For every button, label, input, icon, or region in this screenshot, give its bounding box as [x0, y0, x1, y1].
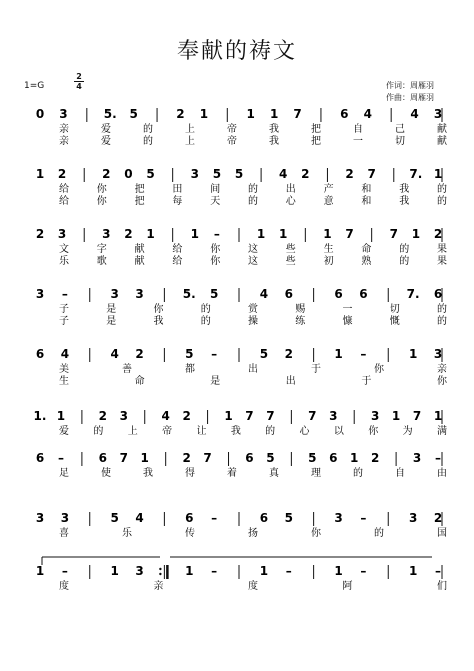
note: 2 — [35, 227, 45, 241]
lyric-char: 亲 — [153, 581, 164, 592]
lyric-char: 由 — [437, 468, 447, 479]
lyric-char: 心 — [285, 196, 296, 207]
lyric-char: 我 — [143, 468, 153, 479]
time-signature-top: 2 — [74, 72, 84, 82]
note: 5. — [182, 287, 196, 301]
lyric-char: 一 — [353, 136, 363, 147]
note: 3 — [110, 287, 119, 301]
lyric-char: 赏 — [248, 304, 258, 315]
note: 3 — [433, 107, 443, 121]
lyric-char: 我 — [399, 196, 410, 207]
note: 7 — [389, 227, 398, 241]
note: 2 — [433, 511, 443, 525]
note: 1 — [334, 564, 343, 578]
lyric-char: 熟 — [361, 256, 372, 267]
lyric-char: 我 — [269, 124, 279, 135]
lyric-char: 亲 — [437, 364, 447, 375]
note: 7 — [412, 409, 422, 423]
lyric-char: 爱 — [59, 426, 69, 437]
lyric-char: 上 — [185, 136, 195, 147]
note: 3 — [412, 451, 422, 465]
lyric-char: 歌 — [96, 256, 107, 267]
lyric-char: 的 — [353, 468, 363, 479]
note: 1 — [199, 107, 209, 121]
note: 1 — [269, 107, 279, 121]
lyric-char: 把 — [134, 196, 145, 207]
note: 2 — [98, 409, 108, 423]
note: 6 — [185, 511, 194, 525]
note: 7 — [367, 167, 376, 181]
lyric-char: 赐 — [295, 304, 306, 315]
note: 3 — [102, 227, 111, 241]
lyric-char: 帝 — [227, 136, 237, 147]
note: 2 — [345, 167, 354, 181]
lyric-char: 这 — [248, 256, 258, 267]
note: 1 — [224, 409, 233, 423]
note: 1 — [433, 409, 443, 423]
lyric-char: 献 — [437, 124, 447, 135]
lyric-char: 生 — [59, 376, 69, 387]
note: 1 — [35, 167, 45, 181]
note: 4 — [410, 107, 419, 121]
note: 5 — [284, 511, 293, 525]
note: 5 — [209, 287, 219, 301]
lyric-char: 出 — [248, 364, 258, 375]
lyric-char: 乐 — [59, 256, 69, 267]
note: 1 — [256, 227, 266, 241]
lyric-char: 上 — [185, 124, 195, 135]
lyric-char: 的 — [200, 304, 211, 315]
note: 7 — [293, 107, 302, 121]
lyric-char: 子 — [59, 304, 69, 315]
lyric-char: 子 — [59, 316, 69, 327]
note: 5 — [129, 107, 138, 121]
lyric-char: 献 — [134, 244, 145, 255]
note: – — [211, 564, 218, 578]
note: 7 — [266, 409, 275, 423]
note: 5 — [308, 451, 317, 465]
note: 4 — [161, 409, 170, 423]
lyric-char: 是 — [106, 316, 117, 327]
note: 3 — [370, 409, 380, 423]
lyric-char: 的 — [143, 136, 153, 147]
lyric-char: 使 — [101, 468, 111, 479]
note: 1 — [411, 227, 421, 241]
lyric-char: 字 — [96, 244, 107, 255]
lyric-char: 的 — [437, 316, 447, 327]
note: 7. — [406, 287, 420, 301]
note: 3 — [433, 347, 443, 361]
note: 6 — [98, 451, 108, 465]
note: 6 — [245, 451, 254, 465]
lyric-char: 的 — [248, 184, 258, 195]
lyric-char: 理 — [311, 468, 321, 479]
note: 4 — [363, 107, 372, 121]
lyric-char: 我 — [399, 184, 410, 195]
note: 6 — [359, 287, 368, 301]
note: – — [57, 451, 64, 465]
note: 2 — [301, 167, 310, 181]
repeat-dot — [159, 568, 161, 570]
lyric-char: 的 — [374, 528, 384, 539]
lyric-char: 操 — [248, 316, 258, 327]
note: – — [211, 347, 218, 361]
lyric-char: 命 — [361, 244, 372, 255]
lyric-char: 度 — [248, 581, 258, 592]
lyric-char: 于 — [311, 364, 321, 375]
lyric-char: 扬 — [248, 528, 258, 539]
lyric-char: 和 — [361, 196, 372, 207]
lyric-char: 我 — [153, 316, 164, 327]
note: 5 — [259, 347, 269, 361]
note: 1 — [190, 227, 199, 241]
note: – — [285, 564, 292, 578]
note: 2 — [182, 451, 191, 465]
note: 1 — [279, 227, 288, 241]
note: 1 — [350, 451, 359, 465]
lyric-char: 我 — [269, 136, 279, 147]
note: 3 — [408, 511, 418, 525]
lyric-char: 出 — [285, 184, 296, 195]
lyric-char: 乐 — [122, 528, 132, 539]
note: 5 — [234, 167, 244, 181]
lyric-char: 这 — [248, 244, 258, 255]
note: 3 — [334, 511, 343, 525]
lyric-char: 国 — [437, 528, 447, 539]
lyricist-credit: 作词：周雁羽 — [386, 81, 434, 90]
lyric-char: 自 — [353, 124, 363, 135]
lyric-char: 和 — [361, 184, 372, 195]
lyric-char: 你 — [153, 304, 164, 315]
lyric-char: 的 — [265, 426, 276, 437]
note: 4 — [279, 167, 288, 181]
lyric-char: 把 — [311, 124, 321, 135]
lyric-char: 给 — [59, 184, 69, 195]
note: 6 — [259, 511, 269, 525]
lyric-char: 切 — [389, 304, 400, 315]
lyric-char: 的 — [437, 304, 447, 315]
lyric-char: 命 — [134, 376, 145, 387]
lyric-char: 的 — [399, 256, 410, 267]
note: 6 — [334, 287, 343, 301]
lyric-char: 给 — [59, 196, 69, 207]
note: 1 — [146, 227, 155, 241]
note: 1 — [408, 564, 418, 578]
lyric-char: 传 — [185, 528, 195, 539]
note: 7 — [245, 409, 254, 423]
note: – — [360, 511, 367, 525]
note: 3 — [57, 227, 67, 241]
lyric-char: 的 — [399, 244, 410, 255]
note: 5. — [103, 107, 117, 121]
note: 3 — [35, 511, 45, 525]
lyric-char: 初 — [323, 256, 334, 267]
note: 0 — [124, 167, 133, 181]
lyric-char: 心 — [299, 426, 310, 437]
lyric-char: 你 — [368, 426, 379, 437]
lyric-char: 你 — [96, 196, 107, 207]
note: 2 — [124, 227, 133, 241]
note: – — [213, 227, 220, 241]
note: 3 — [59, 107, 68, 121]
lyric-char: 每 — [172, 196, 183, 207]
note: 3 — [35, 287, 45, 301]
lyric-char: 你 — [311, 528, 321, 539]
lyric-char: 满 — [437, 426, 447, 437]
lyric-char: 田 — [172, 184, 183, 195]
lyric-char: 自 — [395, 468, 405, 479]
lyric-char: 美 — [59, 364, 69, 375]
note: 1 — [408, 347, 418, 361]
lyric-char: 爱 — [101, 124, 111, 135]
lyric-char: 你 — [96, 184, 107, 195]
lyric-char: 为 — [402, 426, 413, 437]
note: 1 — [259, 564, 269, 578]
note: – — [435, 451, 441, 465]
lyric-char: 让 — [196, 426, 207, 437]
note: 2 — [182, 409, 191, 423]
note: 2 — [176, 107, 185, 121]
lyric-char: 你 — [374, 364, 384, 375]
lyric-char: 把 — [311, 136, 321, 147]
lyric-char: 于 — [361, 376, 372, 387]
key-signature: 1=G — [24, 81, 45, 91]
note: – — [61, 287, 68, 301]
lyric-char: 以 — [333, 426, 344, 437]
note: 0 — [35, 107, 45, 121]
note: 5 — [266, 451, 275, 465]
note: 2 — [433, 227, 443, 241]
time-signature-bottom: 4 — [76, 82, 82, 91]
note: 1 — [433, 167, 443, 181]
lyric-char: 文 — [59, 244, 69, 255]
lyric-char: 切 — [395, 136, 405, 147]
lyric-char: 献 — [437, 136, 447, 147]
repeat-dot — [159, 573, 161, 575]
note: 2 — [57, 167, 67, 181]
note: 3 — [190, 167, 199, 181]
note: 7 — [308, 409, 317, 423]
lyric-char: 我 — [230, 426, 241, 437]
note: 5 — [212, 167, 222, 181]
note: – — [435, 564, 441, 578]
note: 3 — [135, 287, 144, 301]
lyric-char: 善 — [122, 364, 132, 375]
note: 1 — [35, 564, 45, 578]
note: 4 — [259, 287, 269, 301]
note: 7 — [345, 227, 354, 241]
note: 1 — [140, 451, 149, 465]
note: – — [211, 511, 218, 525]
note: 1 — [334, 347, 343, 361]
lyric-char: 都 — [185, 364, 195, 375]
lyric-char: 一 — [342, 304, 353, 315]
note: 2 — [102, 167, 111, 181]
note: – — [61, 564, 68, 578]
lyric-char: 足 — [59, 468, 69, 479]
lyric-char: 的 — [437, 196, 447, 207]
lyric-char: 意 — [323, 196, 334, 207]
note: 3 — [135, 564, 144, 578]
note: 5 — [110, 511, 119, 525]
note: 4 — [60, 347, 70, 361]
note: 4 — [135, 511, 144, 525]
note: 2 — [284, 347, 293, 361]
lyric-char: 们 — [437, 581, 447, 592]
note: 7. — [409, 167, 423, 181]
lyric-char: 真 — [269, 468, 279, 479]
note: 6 — [433, 287, 443, 301]
note: 1. — [33, 409, 47, 423]
lyric-char: 献 — [134, 256, 145, 267]
note: 1 — [391, 409, 401, 423]
song-title: 奉献的祷文 — [176, 39, 297, 64]
note: 4 — [110, 347, 119, 361]
note: – — [360, 564, 367, 578]
lyric-char: 亲 — [59, 124, 69, 135]
note: 5 — [146, 167, 155, 181]
lyric-char: 是 — [210, 376, 221, 387]
note: 6 — [340, 107, 349, 121]
note: 1 — [246, 107, 255, 121]
lyric-char: 你 — [210, 244, 221, 255]
note: 7 — [119, 451, 128, 465]
lyric-char: 把 — [134, 184, 145, 195]
lyric-char: 些 — [285, 244, 296, 255]
lyric-char: 果 — [437, 256, 447, 267]
lyric-char: 的 — [248, 196, 258, 207]
lyric-char: 慷 — [342, 316, 353, 327]
lyric-char: 阿 — [342, 581, 353, 592]
lyric-char: 间 — [210, 184, 221, 195]
lyric-char: 亲 — [59, 136, 69, 147]
lyric-char: 给 — [172, 244, 183, 255]
note: 2 — [370, 451, 380, 465]
note: 7 — [203, 451, 212, 465]
lyric-char: 的 — [437, 184, 447, 195]
lyric-char: 果 — [437, 244, 447, 255]
lyric-char: 爱 — [101, 136, 111, 147]
note: 6 — [284, 287, 293, 301]
note: 3 — [60, 511, 70, 525]
note: 3 — [119, 409, 128, 423]
lyric-char: 喜 — [59, 528, 69, 539]
lyric-char: 着 — [227, 468, 237, 479]
lyric-char: 己 — [395, 124, 405, 135]
lyric-char: 生 — [323, 244, 334, 255]
lyric-char: 你 — [210, 256, 221, 267]
lyric-char: 慨 — [389, 316, 400, 327]
lyric-char: 是 — [106, 304, 117, 315]
lyric-char: 度 — [59, 581, 69, 592]
note: 1 — [185, 564, 194, 578]
lyric-char: 上 — [127, 426, 138, 437]
lyric-char: 帝 — [162, 426, 173, 437]
lyric-char: 天 — [210, 196, 221, 207]
lyric-char: 练 — [295, 316, 306, 327]
note: 6 — [329, 451, 338, 465]
lyric-char: 产 — [323, 184, 334, 195]
lyric-char: 的 — [143, 124, 153, 135]
lyric-char: 的 — [200, 316, 211, 327]
note: 1 — [56, 409, 66, 423]
note: 6 — [35, 347, 45, 361]
note: 2 — [135, 347, 144, 361]
note: 5 — [185, 347, 194, 361]
note: 3 — [329, 409, 338, 423]
lyric-char: 你 — [437, 376, 447, 387]
lyric-char: 出 — [285, 376, 296, 387]
note: 1 — [323, 227, 332, 241]
composer-credit: 作曲：周雁羽 — [386, 93, 434, 102]
lyric-char: 帝 — [227, 124, 237, 135]
note: 6 — [35, 451, 45, 465]
lyric-char: 给 — [172, 256, 183, 267]
note: – — [360, 347, 367, 361]
note: 1 — [110, 564, 119, 578]
lyric-char: 得 — [185, 468, 195, 479]
lyric-char: 的 — [93, 426, 104, 437]
lyric-char: 些 — [285, 256, 296, 267]
